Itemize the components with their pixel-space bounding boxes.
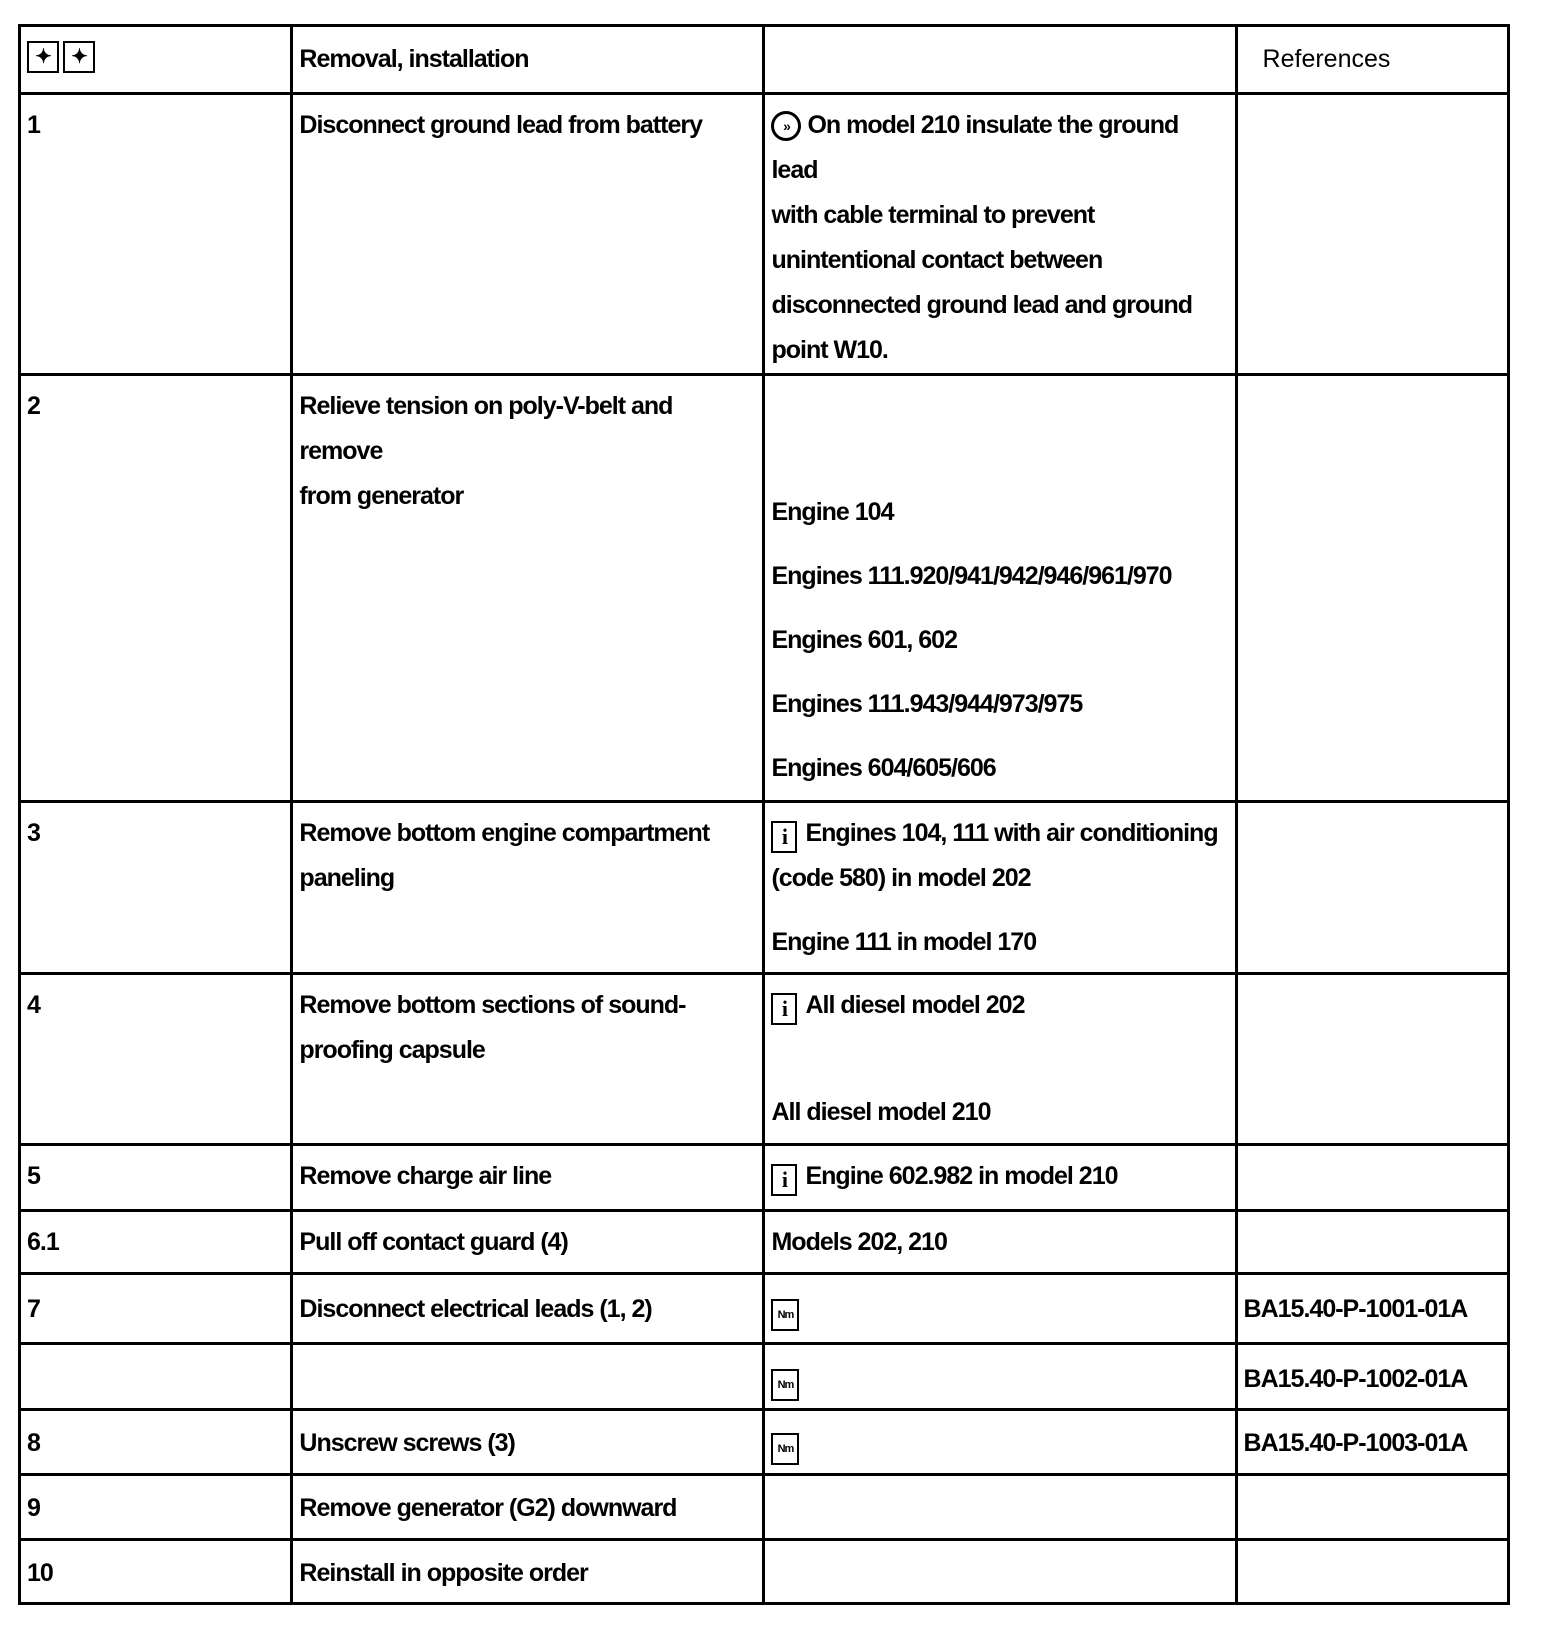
- table-row: [20, 1145, 1509, 1211]
- note-cell: [764, 974, 1236, 1145]
- step-number: 4: [20, 974, 292, 1145]
- reference-cell: [1236, 974, 1508, 1145]
- table-row: [20, 1344, 1509, 1410]
- table-row: [20, 1211, 1509, 1274]
- note-cell: [764, 1410, 1236, 1475]
- reference-cell: [1236, 1211, 1508, 1274]
- note-text: Engine 104: [771, 498, 894, 526]
- reference-cell: BA15.40-P-1003-01A: [1236, 1410, 1508, 1475]
- note-cell: [764, 94, 1236, 375]
- header-icons-cell: [20, 26, 292, 94]
- note-text: Engine 111 in model 170: [771, 928, 1037, 956]
- step-number: 6.1: [20, 1211, 292, 1274]
- reference-cell: BA15.40-P-1001-01A: [1236, 1274, 1508, 1344]
- task-text: from generator: [299, 482, 464, 510]
- table-row: [20, 1410, 1509, 1475]
- table-row: [20, 1540, 1509, 1604]
- procedure-table: [18, 24, 1510, 1605]
- note-cell: Models 202, 210: [764, 1211, 1236, 1274]
- step-number: 1: [20, 94, 292, 375]
- installation-icon: [63, 41, 95, 73]
- task-cell: Remove charge air line: [292, 1145, 764, 1211]
- note-text: All diesel model 210: [771, 1098, 991, 1126]
- table-header-row: [20, 26, 1509, 94]
- task-cell: Reinstall in opposite order: [292, 1540, 764, 1604]
- reference-cell: [1236, 1145, 1508, 1211]
- reference-cell: [1236, 1475, 1508, 1540]
- info-icon: i: [771, 993, 797, 1025]
- table-row: [20, 1274, 1509, 1344]
- note-cell: [764, 1475, 1236, 1540]
- note-text: Engines 111.943/944/973/975: [771, 690, 1083, 718]
- task-cell: [292, 94, 764, 375]
- note-text: » On model 210 insulate the ground lead: [771, 111, 1179, 184]
- note-text: Engine 602.982 in model 210: [805, 1162, 1118, 1190]
- task-cell: [292, 802, 764, 974]
- reference-cell: BA15.40-P-1002-01A: [1236, 1344, 1508, 1410]
- table-row: [20, 802, 1509, 974]
- task-cell: [292, 1344, 764, 1410]
- note-text: point W10.: [771, 336, 888, 364]
- reference-cell: [1236, 375, 1508, 802]
- torque-nm-icon: Nm: [771, 1369, 799, 1401]
- torque-nm-icon: Nm: [771, 1299, 799, 1331]
- note-text: i Engines 104, 111 with air conditioning: [771, 811, 1228, 856]
- reference-cell: [1236, 802, 1508, 974]
- note-text: with cable terminal to prevent: [771, 201, 1095, 229]
- info-icon: i: [771, 821, 797, 853]
- header-notes: [764, 26, 1236, 94]
- step-number: 5: [20, 1145, 292, 1211]
- note-cell: [764, 802, 1236, 974]
- header-references: References: [1236, 26, 1508, 94]
- removal-icon: [27, 41, 59, 73]
- table-row: [20, 94, 1509, 375]
- table-row: [20, 1475, 1509, 1540]
- reference-cell: [1236, 1540, 1508, 1604]
- note-text: Engines 601, 602: [771, 626, 957, 654]
- note-text: Engines 111.920/941/942/946/961/970: [771, 562, 1172, 590]
- note-cell: [764, 1344, 1236, 1410]
- note-cell: [764, 375, 1236, 802]
- task-cell: Pull off contact guard (4): [292, 1211, 764, 1274]
- note-text: unintentional contact between: [771, 246, 1103, 274]
- step-number: 9: [20, 1475, 292, 1540]
- task-text: Remove bottom sections of sound-: [299, 991, 686, 1019]
- task-cell: Remove generator (G2) downward: [292, 1475, 764, 1540]
- step-number: 3: [20, 802, 292, 974]
- reference-cell: [1236, 94, 1508, 375]
- step-number: 10: [20, 1540, 292, 1604]
- task-text: Remove bottom engine compartment: [299, 819, 710, 847]
- task-text: proofing capsule: [299, 1036, 485, 1064]
- note-text: i All diesel model 202: [771, 983, 1228, 1028]
- task-cell: Unscrew screws (3): [292, 1410, 764, 1475]
- note-cell: [764, 1274, 1236, 1344]
- step-number: 2: [20, 375, 292, 802]
- note-text: Engines 604/605/606: [771, 754, 996, 782]
- task-cell: [292, 375, 764, 802]
- circled-info-icon: »: [771, 111, 801, 141]
- task-cell: Disconnect electrical leads (1, 2): [292, 1274, 764, 1344]
- note-text: (code 580) in model 202: [771, 864, 1031, 892]
- step-number: 7: [20, 1274, 292, 1344]
- table-row: [20, 375, 1509, 802]
- header-task: Removal, installation: [292, 26, 764, 94]
- note-cell: [764, 1540, 1236, 1604]
- step-number: 8: [20, 1410, 292, 1475]
- task-text: Relieve tension on poly-V-belt and remove: [299, 392, 673, 465]
- info-icon: i: [771, 1164, 797, 1196]
- note-text: disconnected ground lead and ground: [771, 291, 1193, 319]
- step-number: [20, 1344, 292, 1410]
- task-cell: [292, 974, 764, 1145]
- task-text: Disconnect ground lead from battery: [299, 111, 702, 139]
- note-cell: [764, 1145, 1236, 1211]
- task-text: paneling: [299, 864, 395, 892]
- torque-nm-icon: Nm: [771, 1433, 799, 1465]
- table-row: [20, 974, 1509, 1145]
